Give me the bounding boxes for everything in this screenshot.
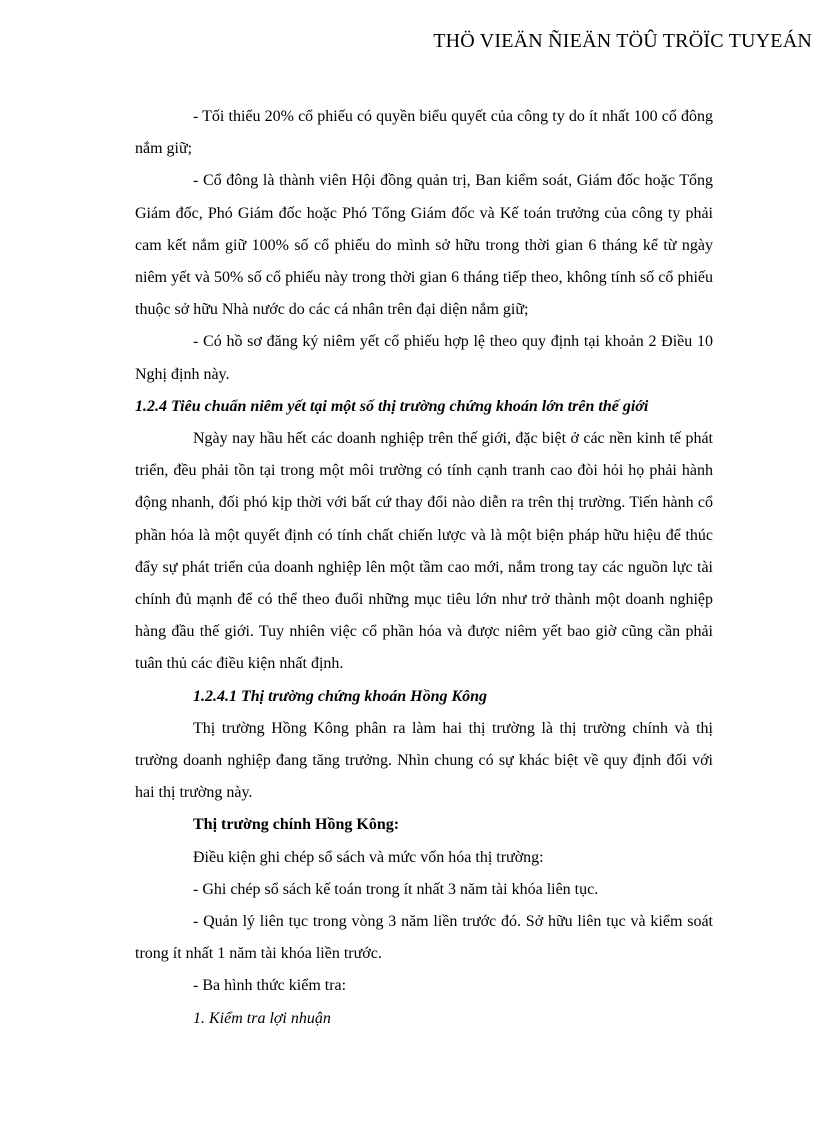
list-item-bookkeeping: - Ghi chép sổ sách kế toán trong ít nhất 3 năm tài khóa liên tục. xyxy=(193,880,599,898)
subsection-heading-hong-kong: 1.2.4.1 Thị trường chứng khoán Hồng Kông xyxy=(193,687,488,705)
list-item-management: - Quản lý liên tục trong vòng 3 năm liền trước đó. Sở hữu liên tục và kiểm soát trong ít nhất 1 năm tài khóa liền trước. xyxy=(135,913,713,963)
list-item-profit-test: 1. Kiểm tra lợi nhuận xyxy=(193,1009,331,1027)
section-heading-1-2-4: 1.2.4 Tiêu chuẩn niêm yết tại một số thị trường chứng khoán lớn trên thế giới xyxy=(135,397,649,415)
paragraph-intro-world-markets: Ngày nay hầu hết các doanh nghiệp trên thế giới, đặc biệt ở các nền kinh tế phát triển, đều phải tồn tại trong một môi trường có tính cạnh tranh cao đòi hỏi họ phải hành động nhanh, đối phó kịp thời với bất cứ thay đổi nào diễn ra trên thị trường. Tiến hành cổ phần hóa là một quyết định có tính chất chiến lược và là một biện pháp hữu hiệu để thúc đẩy sự phát triển của doanh nghiệp lên một tầm cao mới, nắm trong tay các nguồn lực tài chính đủ mạnh để có thể theo đuổi những mục tiêu lớn như trở thành một doanh nghiệp hàng đầu thế giới. Tuy nhiên việc cổ phần hóa và được niêm yết bao giờ cũng cần phải tuân thủ các điều kiện nhất định. xyxy=(135,430,713,673)
paragraph-hong-kong-markets: Thị trường Hồng Kông phân ra làm hai thị trường là thị trường chính và thị trường doanh nghiệp đang tăng trưởng. Nhìn chung có sự khác biệt về quy định đối với hai thị trường này. xyxy=(135,719,713,802)
heading-main-board: Thị trường chính Hồng Kông: xyxy=(193,816,400,834)
paragraph-conditions: Điều kiện ghi chép sổ sách và mức vốn hóa thị trường: xyxy=(193,848,544,866)
list-item-test-forms: - Ba hình thức kiểm tra: xyxy=(193,977,347,995)
document-body xyxy=(135,101,713,1035)
page-header-title: THÖ VIEÄN ÑIEÄN TÖÛ TRÖÏC TUYEÁN xyxy=(433,30,812,52)
paragraph-listing-dossier: - Có hồ sơ đăng ký niêm yết cổ phiếu hợp lệ theo quy định tại khoản 2 Điều 10 Nghị định này. xyxy=(135,333,713,383)
paragraph-shareholding-minimum: - Tối thiểu 20% cổ phiếu có quyền biểu quyết của công ty do ít nhất 100 cổ đông nắm giữ; xyxy=(135,108,713,158)
paragraph-insider-commitment: - Cổ đông là thành viên Hội đồng quản trị, Ban kiểm soát, Giám đốc hoặc Tổng Giám đốc, Phó Giám đốc hoặc Phó Tổng Giám đốc và Kế toán trưởng của công ty phải cam kết nắm giữ 100% số cổ phiếu do mình sở hữu trong thời gian 6 tháng kể từ ngày niêm yết và 50% số cổ phiếu này trong thời gian 6 tháng tiếp theo, không tính số cổ phiếu thuộc sở hữu Nhà nước do các cá nhân trên đại diện nắm giữ; xyxy=(135,172,713,319)
